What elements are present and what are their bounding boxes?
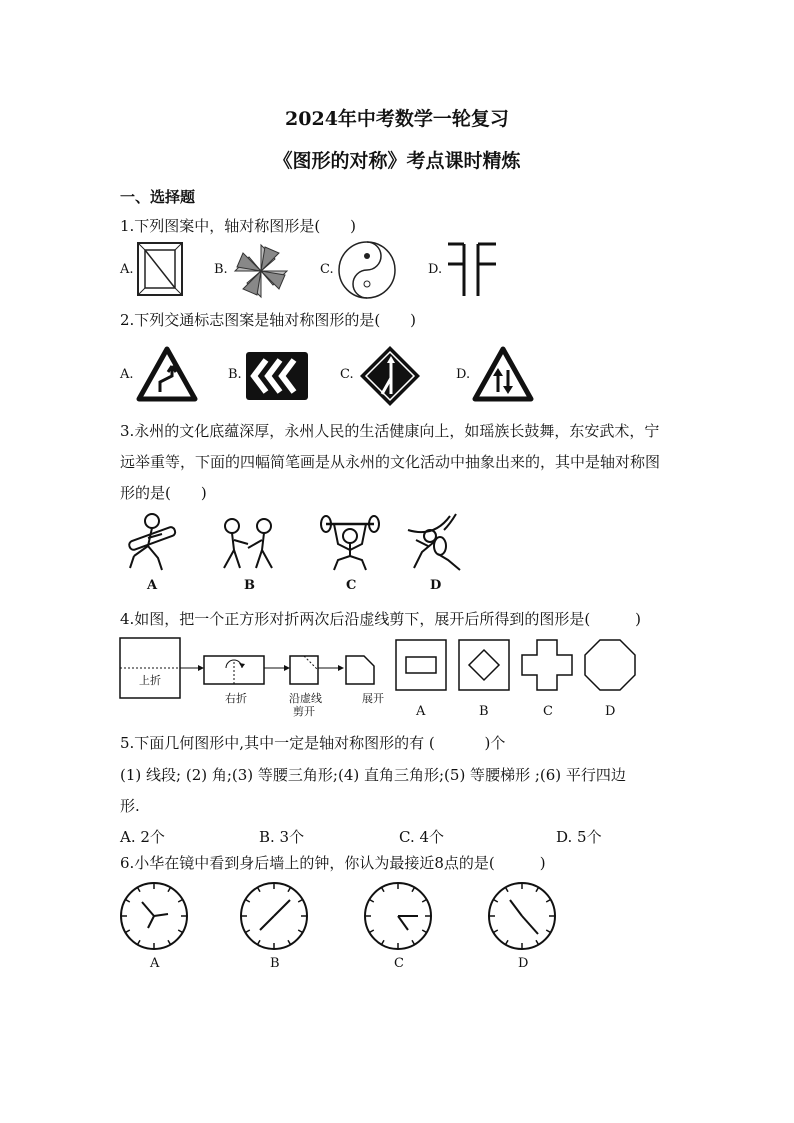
q3-figure-d — [404, 510, 466, 572]
q5-option-a: A. 2个 — [120, 828, 165, 846]
q5-items-line: (1) 线段; (2) 角;(3) 等腰三角形;(4) 直角三角形;(5) 等腰梯形 ;(6) 平行四边 — [120, 766, 626, 784]
q2-sign-b — [244, 350, 310, 402]
q6-clock-c — [362, 880, 434, 952]
q3-figure-a — [118, 512, 184, 572]
section-heading: 一、选择题 — [120, 188, 196, 206]
q3-line3: 形的是( ) — [120, 484, 207, 502]
page-subtitle: 《图形的对称》考点课时精炼 — [273, 150, 521, 172]
q4-caption-unfold: 展开 — [362, 692, 384, 705]
q1-figure-b — [232, 243, 290, 299]
q2-stem: 2.下列交通标志图案是轴对称图形的是( ) — [120, 311, 417, 329]
q2-option-b-label: B. — [228, 367, 242, 382]
q3-figure-b — [218, 514, 280, 572]
q6-label-b: B — [270, 956, 280, 971]
q3-label-c: C — [346, 578, 357, 593]
q1-figure-a — [136, 241, 186, 297]
q2-option-d-label: D. — [456, 367, 471, 382]
q5-option-b: B. 3个 — [259, 828, 305, 846]
q3-line2: 远举重等，下面的四幅简笔画是从永州的文化活动中抽象出来的，其中是轴对称图 — [120, 453, 661, 471]
q4-option-a-shape — [394, 638, 448, 692]
q1-option-a-label: A. — [120, 262, 134, 277]
q4-option-b-shape — [457, 638, 511, 692]
q6-stem: 6.小华在镜中看到身后墙上的钟，你认为最接近8点的是( ) — [120, 854, 546, 872]
q5-option-c: C. 4个 — [399, 828, 445, 846]
q5-option-d: D. 5个 — [556, 828, 602, 846]
q4-option-c-shape — [520, 638, 574, 692]
q4-caption-fold-right: 右折 — [225, 692, 247, 705]
q6-label-d: D — [518, 956, 529, 971]
q4-stem: 4.如图，把一个正方形对折两次后沿虚线剪下，展开后所得到的图形是( ) — [120, 610, 642, 628]
q6-clock-b — [238, 880, 310, 952]
q3-label-d: D — [430, 578, 442, 593]
q5-stem: 5.下面几何图形中,其中一定是轴对称图形的有 ( )个 — [120, 734, 506, 752]
q2-sign-d — [472, 346, 534, 402]
q1-option-d-label: D. — [428, 262, 443, 277]
page-title: 2024年中考数学一轮复习 — [285, 108, 509, 130]
q1-figure-d — [444, 240, 502, 300]
q3-line1: 3.永州的文化底蕴深厚，永州人民的生活健康向上，如瑶族长鼓舞，东安武术，宁 — [120, 422, 660, 440]
q4-option-d-shape — [583, 638, 637, 692]
q4-label-c: C — [543, 704, 553, 719]
q3-figure-c — [318, 514, 382, 572]
q4-caption-fold-up: 上折 — [139, 674, 161, 687]
q1-option-b-label: B. — [214, 262, 228, 277]
q6-clock-d — [486, 880, 558, 952]
q4-caption-cut-line1: 沿虚线 — [289, 692, 322, 705]
q6-clock-a — [118, 880, 190, 952]
q6-label-a: A — [150, 956, 160, 971]
q4-label-b: B — [479, 704, 489, 719]
q4-label-a: A — [416, 704, 426, 719]
q2-sign-c — [358, 344, 422, 408]
q4-label-d: D — [605, 704, 616, 719]
q2-option-a-label: A. — [120, 367, 134, 382]
q2-sign-a — [136, 346, 198, 402]
q5-items-line-end: 形. — [120, 797, 140, 815]
q4-caption-cut-line2: 剪开 — [293, 705, 315, 718]
q3-label-b: B — [244, 578, 255, 593]
q1-option-c-label: C. — [320, 262, 334, 277]
q1-figure-c — [336, 240, 398, 300]
q6-label-c: C — [394, 956, 404, 971]
q3-label-a: A — [147, 578, 158, 593]
q2-option-c-label: C. — [340, 367, 354, 382]
q1-stem: 1.下列图案中，轴对称图形是( ) — [120, 217, 357, 235]
